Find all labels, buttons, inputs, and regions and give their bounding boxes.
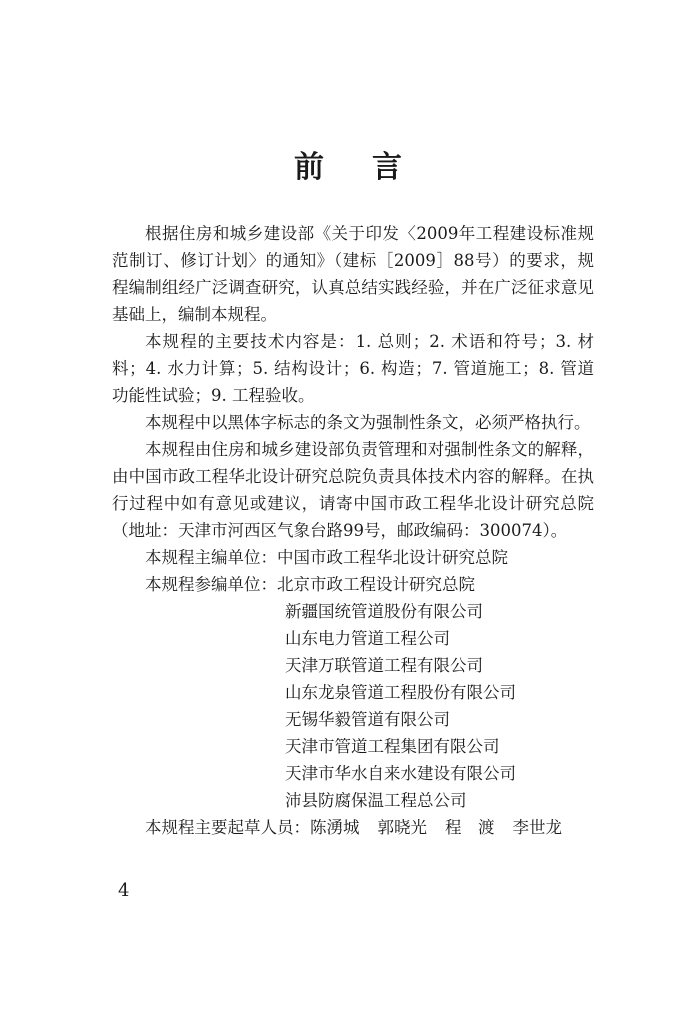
title-char-1: 前 bbox=[294, 150, 326, 185]
participating-label: 本规程参编单位： bbox=[145, 575, 277, 594]
chief-editor-label: 本规程主编单位： bbox=[145, 548, 277, 567]
paragraph-1: 根据住房和城乡建设部《关于印发〈2009年工程建设标准规范制订、修订计划〉的通知》（建标［2009］88号）的要求，规程编制组经广泛调查研究，认真总结实践经验，并在广泛征求意见基础上，编制本规程。 bbox=[112, 224, 594, 324]
paragraph-3: 本规程中以黑体字标志的条文为强制性条文，必须严格执行。 bbox=[145, 413, 591, 432]
participating-unit: 天津市管道工程集团有限公司 bbox=[285, 737, 500, 756]
paragraph-4: 本规程由住房和城乡建设部负责管理和对强制性条文的解释，由中国市政工程华北设计研究总院负责具体技术内容的解释。在执行过程中如有意见或建议，请寄中国市政工程华北设计研究总院（地址：天津市河西区气象台路99号，邮政编码：300074）。 bbox=[112, 440, 594, 540]
chief-editor-line bbox=[112, 544, 594, 571]
participating-unit: 新疆国统管道股份有限公司 bbox=[285, 602, 483, 621]
chief-editor-unit: 中国市政工程华北设计研究总院 bbox=[277, 548, 508, 567]
participating-first-unit: 北京市政工程设计研究总院 bbox=[277, 575, 475, 594]
drafters-label: 本规程主要起草人员： bbox=[145, 818, 310, 837]
drafter-name: 郭晓光 bbox=[377, 818, 427, 837]
paragraph-2: 本规程的主要技术内容是：1. 总则；2. 术语和符号；3. 材料；4. 水力计算；5. 结构设计；6. 构造；7. 管道施工；8. 管道功能性试验；9. 工程验收。 bbox=[112, 332, 594, 405]
participating-unit: 山东电力管道工程公司 bbox=[285, 629, 450, 648]
participating-unit: 山东龙泉管道工程股份有限公司 bbox=[285, 683, 516, 702]
drafter-name: 程 渡 bbox=[445, 818, 495, 837]
participating-unit: 沛县防腐保温工程总公司 bbox=[285, 791, 467, 810]
page-number: 4 bbox=[118, 880, 130, 901]
drafter-name: 李世龙 bbox=[512, 818, 562, 837]
drafters-line bbox=[112, 814, 594, 841]
page-title bbox=[0, 148, 698, 188]
title-char-2: 言 bbox=[372, 150, 404, 185]
participating-unit: 天津万联管道工程有限公司 bbox=[285, 656, 483, 675]
participating-unit: 无锡华毅管道有限公司 bbox=[285, 710, 450, 729]
drafter-name: 陈湧城 bbox=[310, 818, 360, 837]
participating-line bbox=[112, 571, 594, 598]
participating-units-list bbox=[112, 598, 594, 814]
participating-unit: 天津市华水自来水建设有限公司 bbox=[285, 764, 516, 783]
preface-body bbox=[112, 220, 594, 841]
